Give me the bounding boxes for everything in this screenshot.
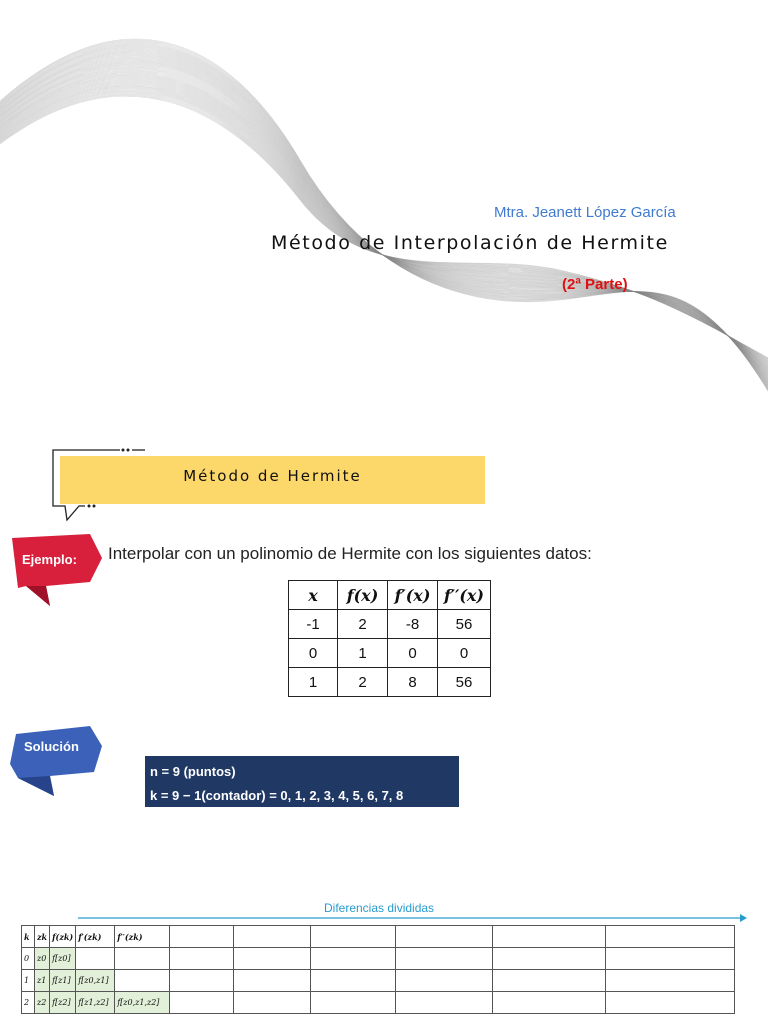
- table-cell: [170, 948, 234, 970]
- header-ddfx: f′′(x): [438, 581, 491, 610]
- table-cell: [493, 970, 606, 992]
- table-cell: [311, 948, 396, 970]
- table-cell: z2: [35, 992, 50, 1014]
- table-cell: f[z0,z1,z2]: [115, 992, 170, 1014]
- table-cell: 2: [338, 610, 388, 639]
- table-row: [22, 970, 735, 992]
- table-cell: [311, 970, 396, 992]
- dd-header-cell: f(zk): [50, 926, 76, 948]
- arrow-right-icon: [76, 912, 748, 924]
- table-cell: 0: [388, 639, 438, 668]
- table-cell: z0: [35, 948, 50, 970]
- dd-header-cell: [311, 926, 396, 948]
- table-cell: f[z1,z2]: [76, 992, 115, 1014]
- table-cell: 1: [22, 970, 35, 992]
- table-cell: [234, 948, 311, 970]
- solution-line-k: k = 9 − 1(contador) = 0, 1, 2, 3, 4, 5, 6, 7, 8: [150, 788, 404, 803]
- author-name: Mtra. Jeanett López García: [494, 204, 676, 221]
- table-cell: [115, 970, 170, 992]
- table-cell: -1: [289, 610, 338, 639]
- table-cell: f[z1]: [50, 970, 76, 992]
- dd-header-cell: [170, 926, 234, 948]
- table-row: [22, 948, 735, 970]
- dd-header-cell: [606, 926, 735, 948]
- dd-header-cell: zk: [35, 926, 50, 948]
- table-cell: 0: [22, 948, 35, 970]
- table-cell: [493, 992, 606, 1014]
- table-row: [289, 639, 491, 668]
- table-cell: f[z0,z1]: [76, 970, 115, 992]
- section-banner-label: Método de Hermite: [183, 467, 362, 485]
- divided-differences-table: [21, 925, 735, 1014]
- page-title: Método de Interpolación de Hermite: [271, 232, 669, 254]
- solucion-arrow-tag: [6, 716, 106, 798]
- table-cell: [606, 992, 735, 1014]
- table-cell: 0: [289, 639, 338, 668]
- problem-statement: Interpolar con un polinomio de Hermite con los siguientes datos:: [108, 544, 592, 563]
- table-cell: [396, 992, 493, 1014]
- ejemplo-label: Ejemplo:: [22, 552, 77, 567]
- divided-differences-label: Diferencias divididas: [324, 901, 435, 915]
- table-cell: [493, 948, 606, 970]
- table-cell: 2: [338, 668, 388, 697]
- table-cell: 0: [438, 639, 491, 668]
- part-label: (2ª Parte): [562, 276, 628, 293]
- dd-header-cell: k: [22, 926, 35, 948]
- dd-header-cell: [234, 926, 311, 948]
- header-fx: f(x): [338, 581, 388, 610]
- solucion-label: Solución: [24, 739, 79, 754]
- solution-line-n: n = 9 (puntos): [150, 764, 236, 779]
- table-cell: 56: [438, 610, 491, 639]
- header-dfx: f′(x): [388, 581, 438, 610]
- table-cell: [396, 948, 493, 970]
- table-row: [289, 610, 491, 639]
- table-cell: [234, 992, 311, 1014]
- table-cell: [115, 948, 170, 970]
- dd-header-cell: f′′(zk): [115, 926, 170, 948]
- table-cell: z1: [35, 970, 50, 992]
- table-cell: 8: [388, 668, 438, 697]
- table-row: [22, 992, 735, 1014]
- dd-header-cell: [493, 926, 606, 948]
- table-cell: 1: [289, 668, 338, 697]
- ejemplo-arrow-tag: [6, 528, 106, 610]
- table-cell: [234, 970, 311, 992]
- table-cell: 56: [438, 668, 491, 697]
- header-x: x: [289, 581, 338, 610]
- data-table-header-row: [289, 581, 491, 610]
- table-cell: 2: [22, 992, 35, 1014]
- table-cell: 1: [338, 639, 388, 668]
- table-cell: [606, 948, 735, 970]
- table-cell: -8: [388, 610, 438, 639]
- table-row: [289, 668, 491, 697]
- table-cell: [311, 992, 396, 1014]
- dd-header-row: [22, 926, 735, 948]
- table-cell: [396, 970, 493, 992]
- table-cell: f[z2]: [50, 992, 76, 1014]
- table-cell: [170, 992, 234, 1014]
- table-cell: [170, 970, 234, 992]
- dd-header-cell: f′(zk): [76, 926, 115, 948]
- table-cell: f[z0]: [50, 948, 76, 970]
- data-table: [288, 580, 491, 697]
- table-cell: [76, 948, 115, 970]
- table-cell: [606, 970, 735, 992]
- dd-header-cell: [396, 926, 493, 948]
